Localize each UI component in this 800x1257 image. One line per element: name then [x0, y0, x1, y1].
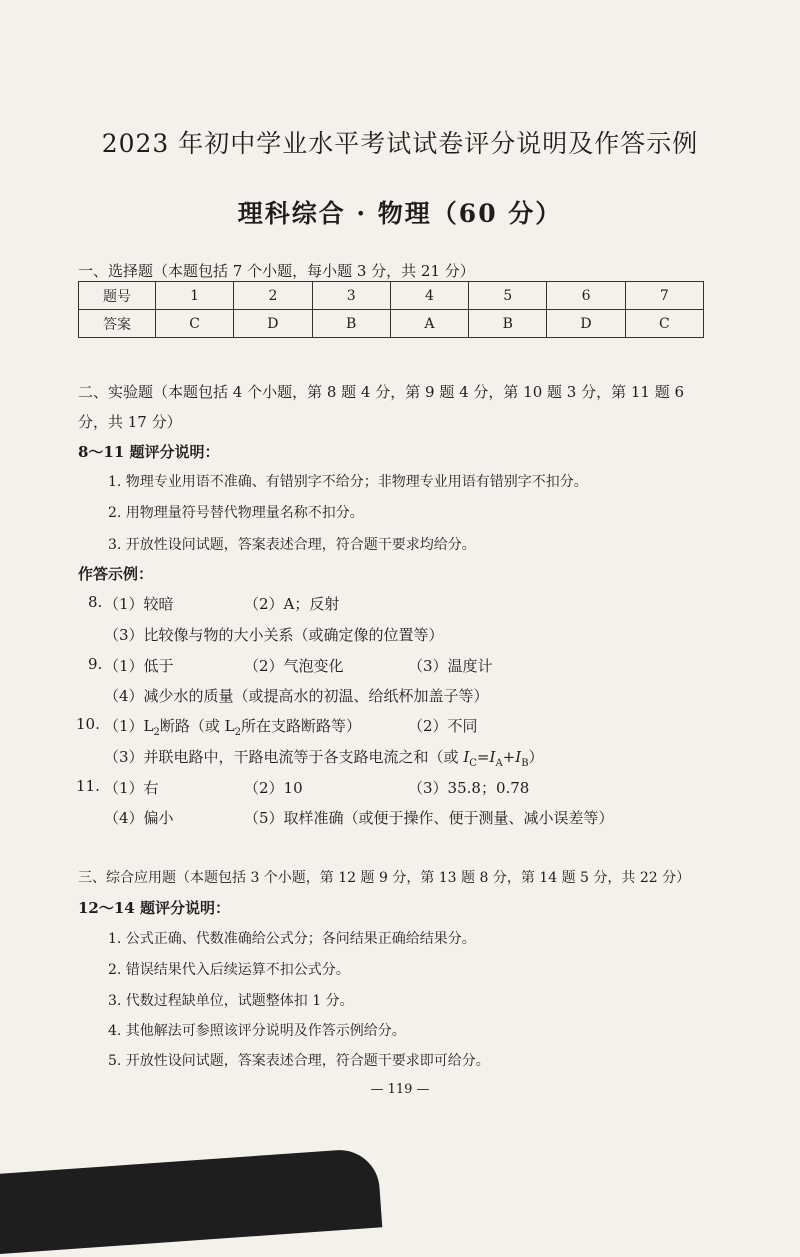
- q11-answer-5: （5）取样准确（或便于操作、便于测量、减小误差等）: [244, 809, 614, 827]
- section3-rules-title: 12～14 题评分说明：: [78, 899, 230, 917]
- answer-value: C: [156, 310, 234, 338]
- section3-rule: 5. 开放性设问试题，答案表述合理，符合题干要求即可给分。: [108, 1053, 490, 1069]
- table-row-questions: [79, 282, 704, 310]
- q11-answer-2: （2）10: [244, 779, 303, 797]
- section2-rule: 3. 开放性设问试题，答案表述合理，符合题干要求均给分。: [108, 537, 476, 553]
- answer-value: C: [625, 310, 703, 338]
- section1-heading: 一、选择题（本题包括 7 个小题，每小题 3 分，共 21 分）: [78, 262, 475, 280]
- answer-value: A: [390, 310, 468, 338]
- q9-number: 9.: [88, 655, 103, 673]
- row-label-question: 题号: [79, 282, 156, 310]
- question-number: 3: [312, 282, 390, 310]
- q9-answer-1: （1）低于: [104, 657, 174, 675]
- question-number: 2: [234, 282, 312, 310]
- scan-shadow: [0, 1147, 382, 1256]
- q11-number: 11.: [76, 777, 100, 795]
- row-label-answer: 答案: [79, 310, 156, 338]
- q9-answer-3: （3）温度计: [408, 657, 493, 675]
- q8-answer-3: （3）比较像与物的大小关系（或确定像的位置等）: [104, 626, 444, 644]
- question-number: 6: [547, 282, 625, 310]
- q11-answer-3: （3）35.8；0.78: [408, 779, 530, 797]
- table-row-answers: [79, 310, 704, 338]
- examples-title: 作答示例：: [78, 565, 154, 583]
- q8-answer-1: （1）较暗: [104, 595, 174, 613]
- section3-rule: 4. 其他解法可参照该评分说明及作答示例给分。: [108, 1023, 406, 1039]
- section2-rules-title: 8～11 题评分说明：: [78, 443, 220, 461]
- q8-answer-2: （2）A；反射: [244, 595, 340, 613]
- section2-rule: 1. 物理专业用语不准确、有错别字不给分；非物理专业用语有错别字不扣分。: [108, 474, 588, 490]
- answer-value: D: [234, 310, 312, 338]
- question-number: 7: [625, 282, 703, 310]
- q11-answer-4: （4）偏小: [104, 809, 174, 827]
- q10-answer-2: （2）不同: [408, 717, 478, 735]
- q9-answer-2: （2）气泡变化: [244, 657, 344, 675]
- section3-heading: 三、综合应用题（本题包括 3 个小题，第 12 题 9 分，第 13 题 8 分，第 14 题 5 分，共 22 分）: [78, 870, 691, 886]
- q8-number: 8.: [88, 593, 103, 611]
- q11-answer-1: （1）右: [104, 779, 159, 797]
- section2-rule: 2. 用物理量符号替代物理量名称不扣分。: [108, 505, 364, 521]
- section3-rule: 1. 公式正确、代数准确给公式分；各问结果正确给结果分。: [108, 931, 476, 947]
- page-subtitle: 理科综合 · 物理（60 分）: [237, 199, 563, 228]
- section3-rule: 3. 代数过程缺单位，试题整体扣 1 分。: [108, 993, 354, 1009]
- answer-table: [78, 281, 704, 338]
- section2-heading-line2: 分，共 17 分）: [78, 413, 182, 431]
- answer-value: D: [547, 310, 625, 338]
- page-title: 2023 年初中学业水平考试试卷评分说明及作答示例: [101, 129, 699, 158]
- q10-answer-3: （3）并联电路中，干路电流等于各支路电流之和（或 $I_C=I_A+I_B$）: [104, 748, 544, 769]
- question-number: 5: [469, 282, 547, 310]
- q10-number: 10.: [76, 715, 100, 733]
- answer-value: B: [312, 310, 390, 338]
- question-number: 4: [390, 282, 468, 310]
- question-number: 1: [156, 282, 234, 310]
- q9-answer-4: （4）减少水的质量（或提高水的初温、给纸杯加盖子等）: [104, 687, 489, 705]
- answer-value: B: [469, 310, 547, 338]
- page-number: — 119 —: [370, 1082, 430, 1097]
- q10-answer-1: $(1)L_2$断路（或 $L_2$所在支路断路等）: [104, 717, 362, 738]
- section3-rule: 2. 错误结果代入后续运算不扣公式分。: [108, 962, 350, 978]
- section2-heading-line1: 二、实验题（本题包括 4 个小题，第 8 题 4 分，第 9 题 4 分，第 10 题 3 分，第 11 题 6: [78, 383, 685, 401]
